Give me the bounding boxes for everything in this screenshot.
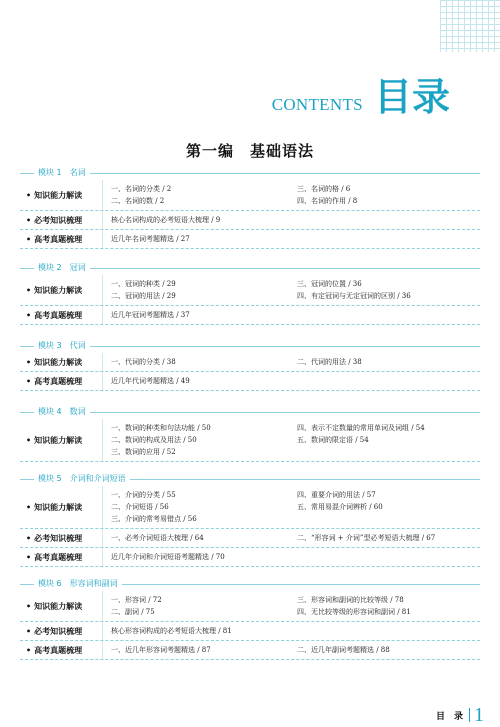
module-label[interactable]: 模块 2 冠词	[34, 261, 90, 275]
toc-entry[interactable]: 五、数词的限定语 / 54	[297, 436, 369, 444]
row-category: • 高考真题梳理	[20, 645, 102, 656]
row-entries	[102, 486, 480, 528]
decorative-grid	[440, 0, 500, 52]
page-footer	[436, 703, 484, 727]
toc-entry[interactable]: 三、冠词的位置 / 36	[297, 280, 362, 288]
toc-entry[interactable]: 二、“形容词 + 介词”型必考短语大梳理 / 67	[297, 534, 436, 542]
row-entries	[102, 641, 480, 659]
toc-entry[interactable]: 四、无比较等级的形容词和副词 / 81	[297, 608, 411, 616]
toc-entry[interactable]: 一、名词的分类 / 2	[111, 185, 172, 193]
toc-entry[interactable]: 二、近几年副词考题精选 / 88	[297, 646, 390, 654]
toc-entry[interactable]: 一、代词的分类 / 38	[111, 358, 176, 366]
row-entries	[102, 230, 480, 248]
toc-entry[interactable]: 近几年代词考题精选 / 49	[111, 377, 190, 385]
module-heading	[20, 405, 480, 419]
toc-entry[interactable]: 近几年名词考题精选 / 27	[111, 235, 190, 243]
footer-divider	[469, 708, 470, 722]
toc-entry[interactable]: 五、常用易混介词辨析 / 60	[297, 503, 383, 511]
toc-row	[20, 353, 480, 372]
module-label[interactable]: 模块 4 数词	[34, 405, 90, 419]
contents-header	[0, 66, 450, 121]
toc-row	[20, 230, 480, 249]
toc-entry[interactable]: 二、代词的用法 / 38	[297, 358, 362, 366]
toc-entry[interactable]: 核心形容词构成的必考短语大梳理 / 81	[111, 627, 232, 635]
row-category: • 知识能力解读	[20, 357, 102, 368]
toc-entry[interactable]: 四、重要介词的用法 / 57	[297, 491, 376, 499]
toc-module	[20, 339, 480, 391]
row-category: • 必考知识梳理	[20, 215, 102, 226]
row-entries	[102, 275, 480, 305]
row-category: • 必考知识梳理	[20, 626, 102, 637]
toc-entry[interactable]: 一、数词的种类和句法功能 / 50	[111, 424, 211, 432]
row-entries	[102, 306, 480, 324]
row-category: • 高考真题梳理	[20, 376, 102, 387]
toc-row	[20, 180, 480, 211]
toc-module	[20, 405, 480, 462]
footer-label: 目 录	[435, 711, 463, 722]
module-label[interactable]: 模块 6 形容词和副词	[34, 577, 122, 591]
row-entries	[102, 591, 480, 621]
table-of-contents	[20, 160, 480, 660]
row-entries	[102, 419, 480, 461]
row-entries	[102, 548, 480, 566]
row-entries	[102, 211, 480, 229]
module-label[interactable]: 模块 5 介词和介词短语	[34, 472, 130, 486]
toc-entry[interactable]: 四、有定冠词与无定冠词的区别 / 36	[297, 292, 411, 300]
toc-entry[interactable]: 二、名词的数 / 2	[111, 197, 165, 205]
toc-row	[20, 306, 480, 325]
toc-entry[interactable]: 三、形容词和副词的比较等级 / 78	[297, 596, 404, 604]
toc-row	[20, 529, 480, 548]
toc-module	[20, 577, 480, 660]
toc-entry[interactable]: 近几年介词和介词短语考题精选 / 70	[111, 553, 225, 561]
module-heading	[20, 577, 480, 591]
toc-module	[20, 472, 480, 567]
contents-english-title: CONTENTS	[271, 95, 363, 114]
toc-row	[20, 275, 480, 306]
module-label[interactable]: 模块 1 名词	[34, 166, 90, 180]
module-heading	[20, 261, 480, 275]
toc-row	[20, 622, 480, 641]
row-category: • 知识能力解读	[20, 502, 102, 513]
toc-row	[20, 548, 480, 567]
module-heading	[20, 339, 480, 353]
row-category: • 知识能力解读	[20, 285, 102, 296]
toc-entry[interactable]: 一、冠词的种类 / 29	[111, 280, 176, 288]
toc-module	[20, 261, 480, 325]
page-number: 1	[474, 703, 484, 726]
toc-row	[20, 486, 480, 529]
toc-entry[interactable]: 二、副词 / 75	[111, 608, 155, 616]
toc-row	[20, 419, 480, 462]
contents-chinese-title: 目录	[373, 75, 450, 119]
row-entries	[102, 622, 480, 640]
toc-entry[interactable]: 二、介词短语 / 56	[111, 503, 169, 511]
toc-entry[interactable]: 四、名词的作用 / 8	[297, 197, 358, 205]
toc-row	[20, 372, 480, 391]
row-entries	[102, 180, 480, 210]
toc-row	[20, 641, 480, 660]
toc-entry[interactable]: 一、必考介词短语大梳理 / 64	[111, 534, 204, 542]
toc-row	[20, 591, 480, 622]
row-category: • 知识能力解读	[20, 190, 102, 201]
module-label[interactable]: 模块 3 代词	[34, 339, 90, 353]
part-title: 第一编 基础语法	[185, 142, 314, 160]
toc-entry[interactable]: 三、数词的应用 / 52	[111, 448, 176, 456]
toc-entry[interactable]: 一、介词的分类 / 55	[111, 491, 176, 499]
row-category: • 高考真题梳理	[20, 310, 102, 321]
row-entries	[102, 529, 480, 547]
row-category: • 高考真题梳理	[20, 552, 102, 563]
toc-entry[interactable]: 三、介词的常考易错点 / 56	[111, 515, 197, 523]
toc-module	[20, 166, 480, 249]
row-category: • 必考知识梳理	[20, 533, 102, 544]
toc-row	[20, 211, 480, 230]
module-heading	[20, 166, 480, 180]
toc-entry[interactable]: 核心名词构成的必考短语大梳理 / 9	[111, 216, 221, 224]
toc-entry[interactable]: 一、近几年形容词考题精选 / 87	[111, 646, 211, 654]
toc-entry[interactable]: 二、数词的构成及用法 / 50	[111, 436, 197, 444]
toc-entry[interactable]: 三、名词的格 / 6	[297, 185, 351, 193]
module-heading	[20, 472, 480, 486]
toc-entry[interactable]: 二、冠词的用法 / 29	[111, 292, 176, 300]
toc-entry[interactable]: 四、表示不定数量的常用单词及词组 / 54	[297, 424, 425, 432]
row-category: • 高考真题梳理	[20, 234, 102, 245]
row-entries	[102, 372, 480, 390]
row-category: • 知识能力解读	[20, 601, 102, 612]
row-entries	[102, 353, 480, 371]
row-category: • 知识能力解读	[20, 435, 102, 446]
toc-entry[interactable]: 近几年冠词考题精选 / 37	[111, 311, 190, 319]
toc-entry[interactable]: 一、形容词 / 72	[111, 596, 162, 604]
